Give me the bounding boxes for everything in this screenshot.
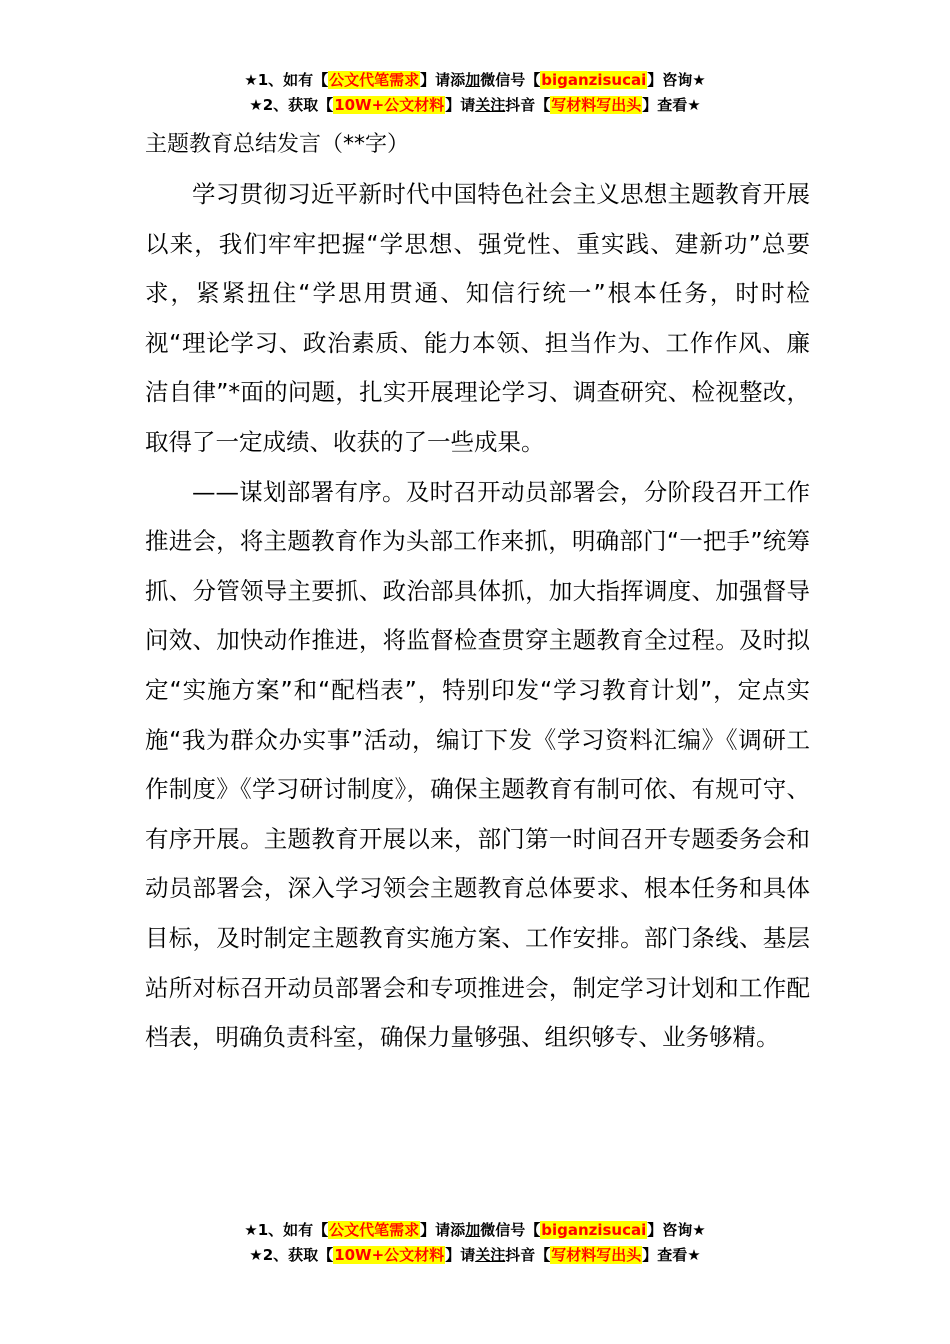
banner-text: 抖音【: [505, 1246, 551, 1264]
highlight-wechat-id: biganzisucai: [541, 1221, 647, 1239]
underlined-text: 关注: [475, 96, 506, 114]
banner-text: 】请: [445, 96, 476, 114]
banner-text: 】查看★: [642, 96, 701, 114]
highlight-materials: 10W+公文材料: [334, 96, 445, 114]
highlight-douyin-account: 写材料写出头: [551, 96, 642, 114]
document-title: 主题教育总结发言（**字）: [145, 132, 410, 157]
highlight-service: 公文代笔需求: [329, 1221, 420, 1239]
banner-text: ★2、获取【: [249, 1246, 334, 1264]
underlined-text: 加: [465, 71, 481, 89]
banner-text: 】请: [445, 1246, 476, 1264]
header-banner-line-2: [0, 95, 950, 115]
banner-text: ★1、如有【: [244, 1221, 329, 1239]
paragraph: 学习贯彻习近平新时代中国特色社会主义思想主题教育开展以来，我们牢牢把握“学思想、强党性、重实践、建新功”总要求，紧紧扭住“学思用贯通、知信行统一”根本任务，时时检视“理论学习、政治素质、能力本领、担当作为、工作作风、廉洁自律”*面的问题，扎实开展理论学习、调查研究、检视整改，取得了一定成绩、收获的了一些成果。: [145, 180, 810, 456]
underlined-text: 加: [465, 1221, 481, 1239]
footer-banner-line-2: [0, 1245, 950, 1265]
banner-text: ★1、如有【: [244, 71, 329, 89]
banner-text: 微信号【: [480, 71, 541, 89]
banner-text: 】请添: [420, 71, 466, 89]
banner-text: 抖音【: [505, 96, 551, 114]
footer-banner-line-1: [0, 1220, 950, 1240]
highlight-wechat-id: biganzisucai: [541, 71, 647, 89]
banner-text: 微信号【: [480, 1221, 541, 1239]
highlight-service: 公文代笔需求: [329, 71, 420, 89]
header-banner-line-1: [0, 70, 950, 90]
banner-text: 】咨询★: [647, 71, 706, 89]
highlight-douyin-account: 写材料写出头: [551, 1246, 642, 1264]
banner-text: 】请添: [420, 1221, 466, 1239]
banner-text: 】查看★: [642, 1246, 701, 1264]
banner-text: 】咨询★: [647, 1221, 706, 1239]
highlight-materials: 10W+公文材料: [334, 1246, 445, 1264]
document-body: [145, 170, 810, 1063]
paragraph: ——谋划部署有序。及时召开动员部署会，分阶段召开工作推进会，将主题教育作为头部工作来抓，明确部门“一把手”统筹抓、分管领导主要抓、政治部具体抓，加大指挥调度、加强督导问效、加快动作推进，将监督检查贯穿主题教育全过程。及时拟定“实施方案”和“配档表”，特别印发“学习教育计划”，定点实施“我为群众办实事”活动，编订下发《学习资料汇编》《调研工作制度》《学习研讨制度》，确保主题教育有制可依、有规可守、有序开展。主题教育开展以来，部门第一时间召开专题委务会和动员部署会，深入学习领会主题教育总体要求、根本任务和具体目标，及时制定主题教育实施方案、工作安排。部门条线、基层站所对标召开动员部署会和专项推进会，制定学习计划和工作配档表，明确负责科室，确保力量够强、组织够专、业务够精。: [145, 477, 810, 1052]
underlined-text: 关注: [475, 1246, 506, 1264]
banner-text: ★2、获取【: [249, 96, 334, 114]
